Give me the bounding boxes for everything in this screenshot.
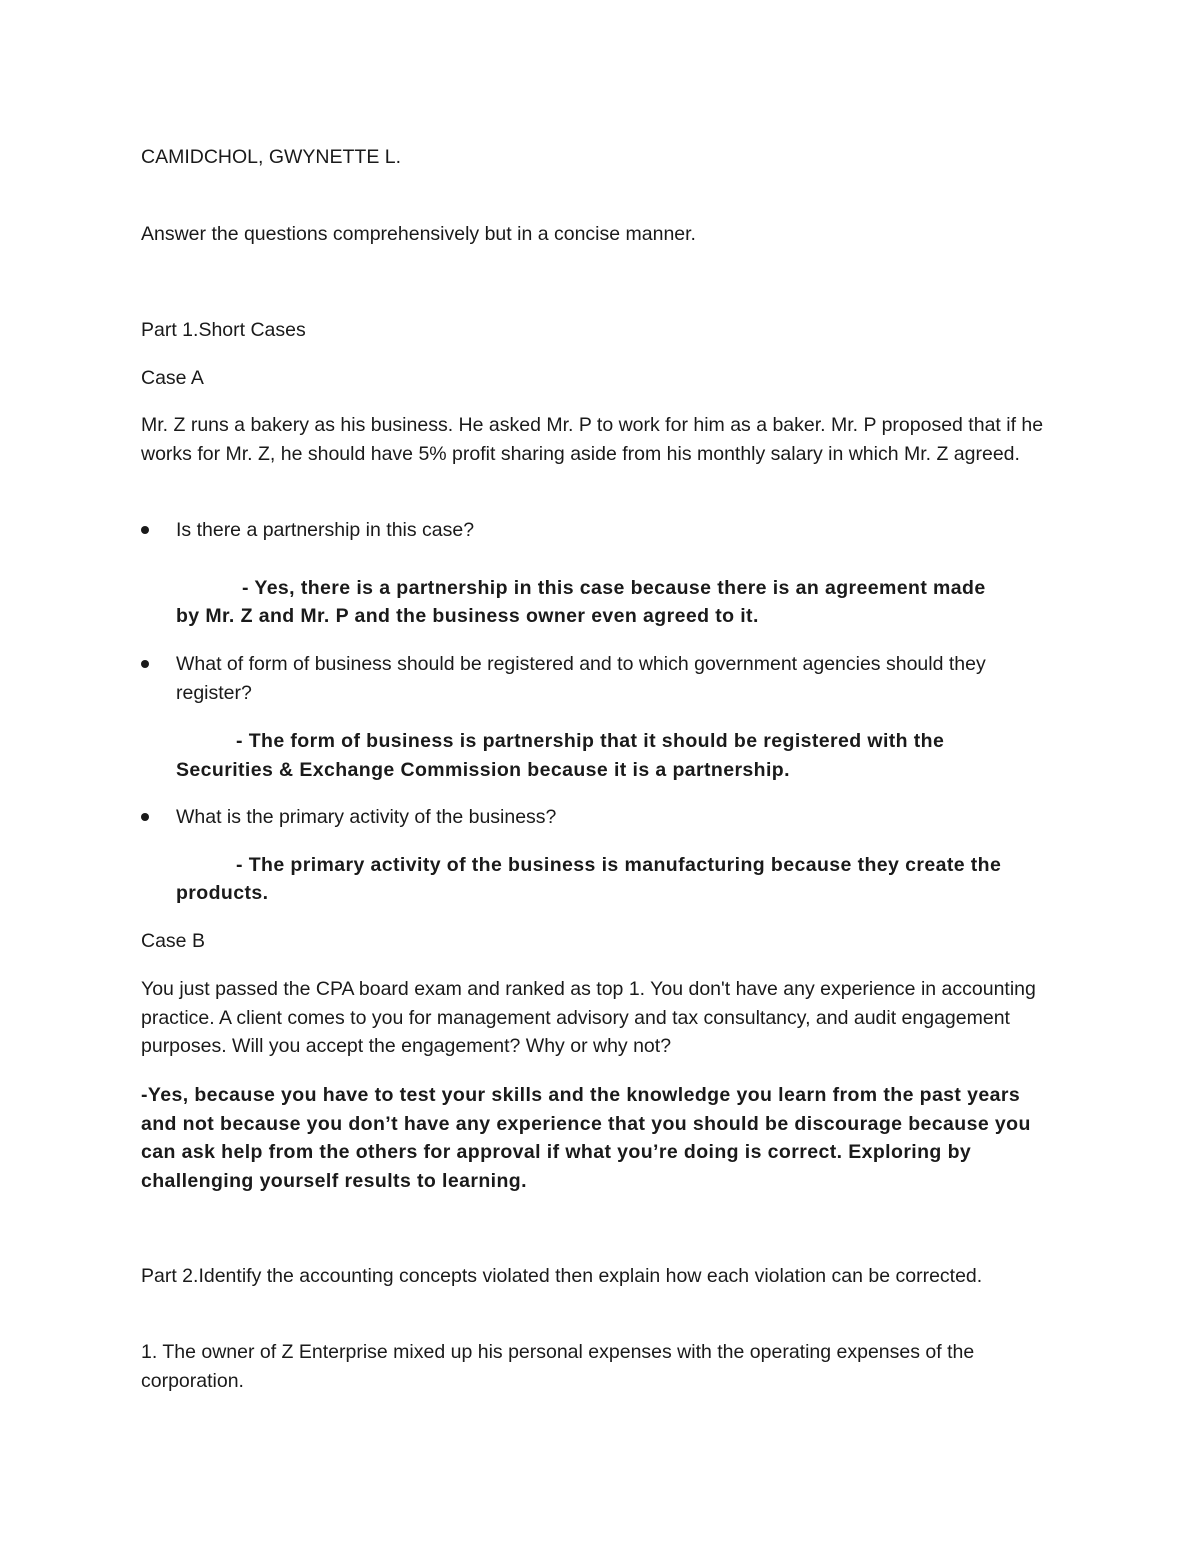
case-a-question-2: What of form of business should be registered and to which government agencies should they register? [176, 653, 986, 704]
part1-heading: Part 1.Short Cases [141, 319, 306, 341]
bullet-icon [141, 526, 149, 534]
case-a-heading: Case A [141, 367, 204, 389]
case-a-answer-2-line1: - The form of business is partnership that it should be registered with the [236, 730, 945, 752]
case-a-answer-1-line1: - Yes, there is a partnership in this case because there is an agreement made [242, 577, 986, 599]
case-a-answer-1-line2: by Mr. Z and Mr. P and the business owner even agreed to it. [176, 605, 759, 627]
bullet-icon [141, 660, 149, 668]
case-b-heading: Case B [141, 930, 205, 952]
case-b-answer: -Yes, because you have to test your skills and the knowledge you learn from the past years and not because you don’t have any experience that you should be discourage because you can ask help from the others for approval if what you’re doing is correct. Exploring by challenging yourself results to learning. [141, 1084, 1031, 1192]
case-a-answer-3-line1: - The primary activity of the business is manufacturing because they create the [236, 854, 1002, 876]
case-a-question-1: Is there a partnership in this case? [176, 519, 475, 541]
case-a-question-3: What is the primary activity of the business? [176, 806, 557, 828]
student-name: CAMIDCHOL, GWYNETTE L. [141, 146, 402, 168]
case-b-scenario: You just passed the CPA board exam and ranked as top 1. You don't have any experience in accounting practice. A client comes to you for management advisory and tax consultancy, and audit engagement purposes. Will you accept the engagement? Why or why not? [141, 978, 1036, 1058]
bullet-icon [141, 813, 149, 821]
case-a-scenario: Mr. Z runs a bakery as his business. He asked Mr. P to work for him as a baker. Mr. P proposed that if he works for Mr. Z, he should have 5% profit sharing aside from his monthly salary in which Mr. Z agreed. [141, 414, 1044, 465]
instructions: Answer the questions comprehensively but in a concise manner. [141, 223, 696, 245]
case-a-answer-3-line2: products. [176, 882, 269, 904]
part2-item-1: 1. The owner of Z Enterprise mixed up his personal expenses with the operating expenses of the corporation. [141, 1341, 975, 1392]
case-a-answer-2-line2: Securities & Exchange Commission because it is a partnership. [176, 759, 790, 781]
part2-heading: Part 2.Identify the accounting concepts violated then explain how each violation can be corrected. [141, 1265, 983, 1287]
